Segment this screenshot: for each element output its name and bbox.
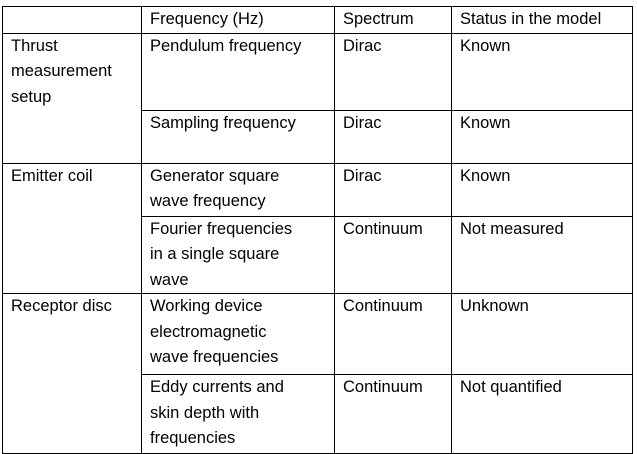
table-row bbox=[3, 110, 633, 163]
spectrum-cell: Dirac bbox=[335, 163, 452, 216]
status-cell: Known bbox=[452, 110, 633, 163]
header-cell-spectrum: Spectrum bbox=[335, 7, 452, 34]
frequency-cell: Sampling frequency bbox=[142, 110, 335, 163]
group-label-continuation bbox=[3, 216, 142, 294]
status-cell: Not quantified bbox=[452, 375, 633, 454]
group-label-receptor-disc: Receptor disc bbox=[3, 294, 142, 375]
status-cell: Unknown bbox=[452, 294, 633, 375]
status-cell: Known bbox=[452, 163, 633, 216]
frequency-cell: Fourier frequencies in a single square wave bbox=[142, 216, 335, 294]
frequency-cell: Pendulum frequency bbox=[142, 33, 335, 110]
table-row bbox=[3, 294, 633, 375]
spectrum-cell: Dirac bbox=[335, 33, 452, 110]
frequency-cell: Generator square wave frequency bbox=[142, 163, 335, 216]
group-label-thrust-setup: Thrust measurement setup bbox=[3, 33, 142, 110]
table-row bbox=[3, 163, 633, 216]
frequency-cell: Eddy currents and skin depth with frequencies bbox=[142, 375, 335, 454]
group-label-emitter-coil: Emitter coil bbox=[3, 163, 142, 216]
status-cell: Not measured bbox=[452, 216, 633, 294]
group-label-continuation bbox=[3, 110, 142, 163]
spectrum-cell: Continuum bbox=[335, 375, 452, 454]
spectrum-cell: Continuum bbox=[335, 216, 452, 294]
table-row bbox=[3, 33, 633, 110]
status-cell: Known bbox=[452, 33, 633, 110]
header-cell-frequency: Frequency (Hz) bbox=[142, 7, 335, 34]
group-label-continuation bbox=[3, 375, 142, 454]
header-cell-empty bbox=[3, 7, 142, 34]
frequency-cell: Working device electromagnetic wave frequencies bbox=[142, 294, 335, 375]
header-row bbox=[3, 7, 633, 34]
frequency-table bbox=[2, 6, 633, 454]
header-cell-status: Status in the model bbox=[452, 7, 633, 34]
spectrum-cell: Continuum bbox=[335, 294, 452, 375]
table-row bbox=[3, 216, 633, 294]
table-row bbox=[3, 375, 633, 454]
spectrum-cell: Dirac bbox=[335, 110, 452, 163]
